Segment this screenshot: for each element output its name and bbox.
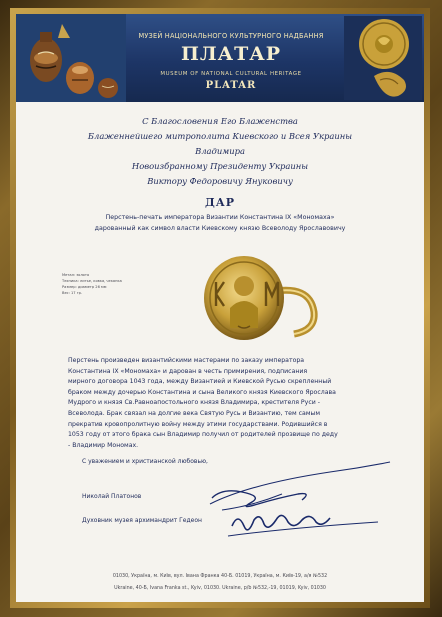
gold-coin-image [344, 16, 422, 100]
museum-title-ukr: МУЗЕЙ НАЦІОНАЛЬНОГО КУЛЬТУРНОГО НАДБАННЯ [138, 32, 324, 40]
blessing-line: Виктору Федоровичу Януковичу [147, 176, 293, 186]
spec-line: Вес: 17 гр. [62, 291, 83, 295]
gift-history-text [68, 356, 384, 451]
ceramic-vessels-image [16, 14, 126, 102]
spec-line: Метал: золото [62, 273, 90, 277]
certificate-paper [16, 14, 424, 602]
history-line: Перстень произведен византийскими мастерами по заказу императора [68, 357, 305, 364]
history-line: Всеволода. Брак связал на долгие века Святую Русь и Византию, тем самым [68, 409, 321, 417]
history-line: браком между дочерью Константина и сына Великого князя Киевского Ярослава [68, 388, 336, 396]
signer-name-gedeon: Духовник музея архимандрит Гедеон [82, 517, 202, 524]
blessing-dedication [46, 114, 394, 189]
history-line: Мудрого и князя Св.Равноапостольного князя Владимира, крестителя Руси - [68, 399, 320, 407]
signet-ring-image [192, 252, 322, 348]
history-line: 1053 году от этого брака сын Владимир получил от родителей прозвище по деду [68, 431, 338, 439]
blessing-line: Новоизбранному Президенту Украины [131, 161, 309, 171]
gift-description [50, 212, 390, 234]
history-line: прекратив кровопролитную войну между этими государствами. Родившийся в [68, 420, 328, 428]
blessing-line: Владимира [195, 146, 245, 156]
history-line: - Владимир Мономах. [68, 441, 139, 449]
spec-line: Размер: диаметр 26 мм [62, 285, 107, 289]
gift-title: ДАР [204, 196, 235, 209]
blessing-line: С Благословения Его Блаженства [142, 116, 298, 126]
spec-line: Техника: литье, ковка, чеканка [62, 279, 122, 283]
history-line: мирного договора 1043 года, между Византией и Киевской Русью скрепленный [68, 378, 332, 386]
museum-brand-logo-text: ПЛАТАР [180, 43, 282, 65]
footer-address-ukr: 01030, Україна, м. Київ, вул. Івана Франка 40-Б. 01019, Україна, м. Київ-19, а/я №532 [112, 574, 328, 579]
blessing-line: Блаженнейшего митрополита Киевского и Всея Украины [87, 131, 353, 141]
ring-specifications [62, 272, 182, 296]
history-line: Константина IX «Мономаха» и дарован в честь примирения, подписания [68, 367, 308, 375]
museum-title-en: MUSEUM OF NATIONAL CULTURAL HERITAGE [160, 71, 302, 77]
gift-description-line: дарованный как символ власти Киевскому князю Всеволоду Ярославовичу [94, 225, 346, 232]
regards-line: С уважением и христианской любовью, [82, 458, 208, 465]
signer-name-platonov: Николай Платонов [82, 493, 142, 500]
footer-address-en: Ukraine, 40-Б, Ivana Franka st., Kyiv, 01030. Ukraine, p/b №532,-19, 01019, Kyiv, 01030 [114, 586, 326, 591]
handwritten-signatures [192, 454, 402, 554]
museum-brand-en: PLATAR [205, 80, 257, 91]
gift-description-line: Перстень-печать императора Византии Константина IX «Мономаха» [105, 214, 335, 221]
museum-header-banner [16, 14, 424, 102]
